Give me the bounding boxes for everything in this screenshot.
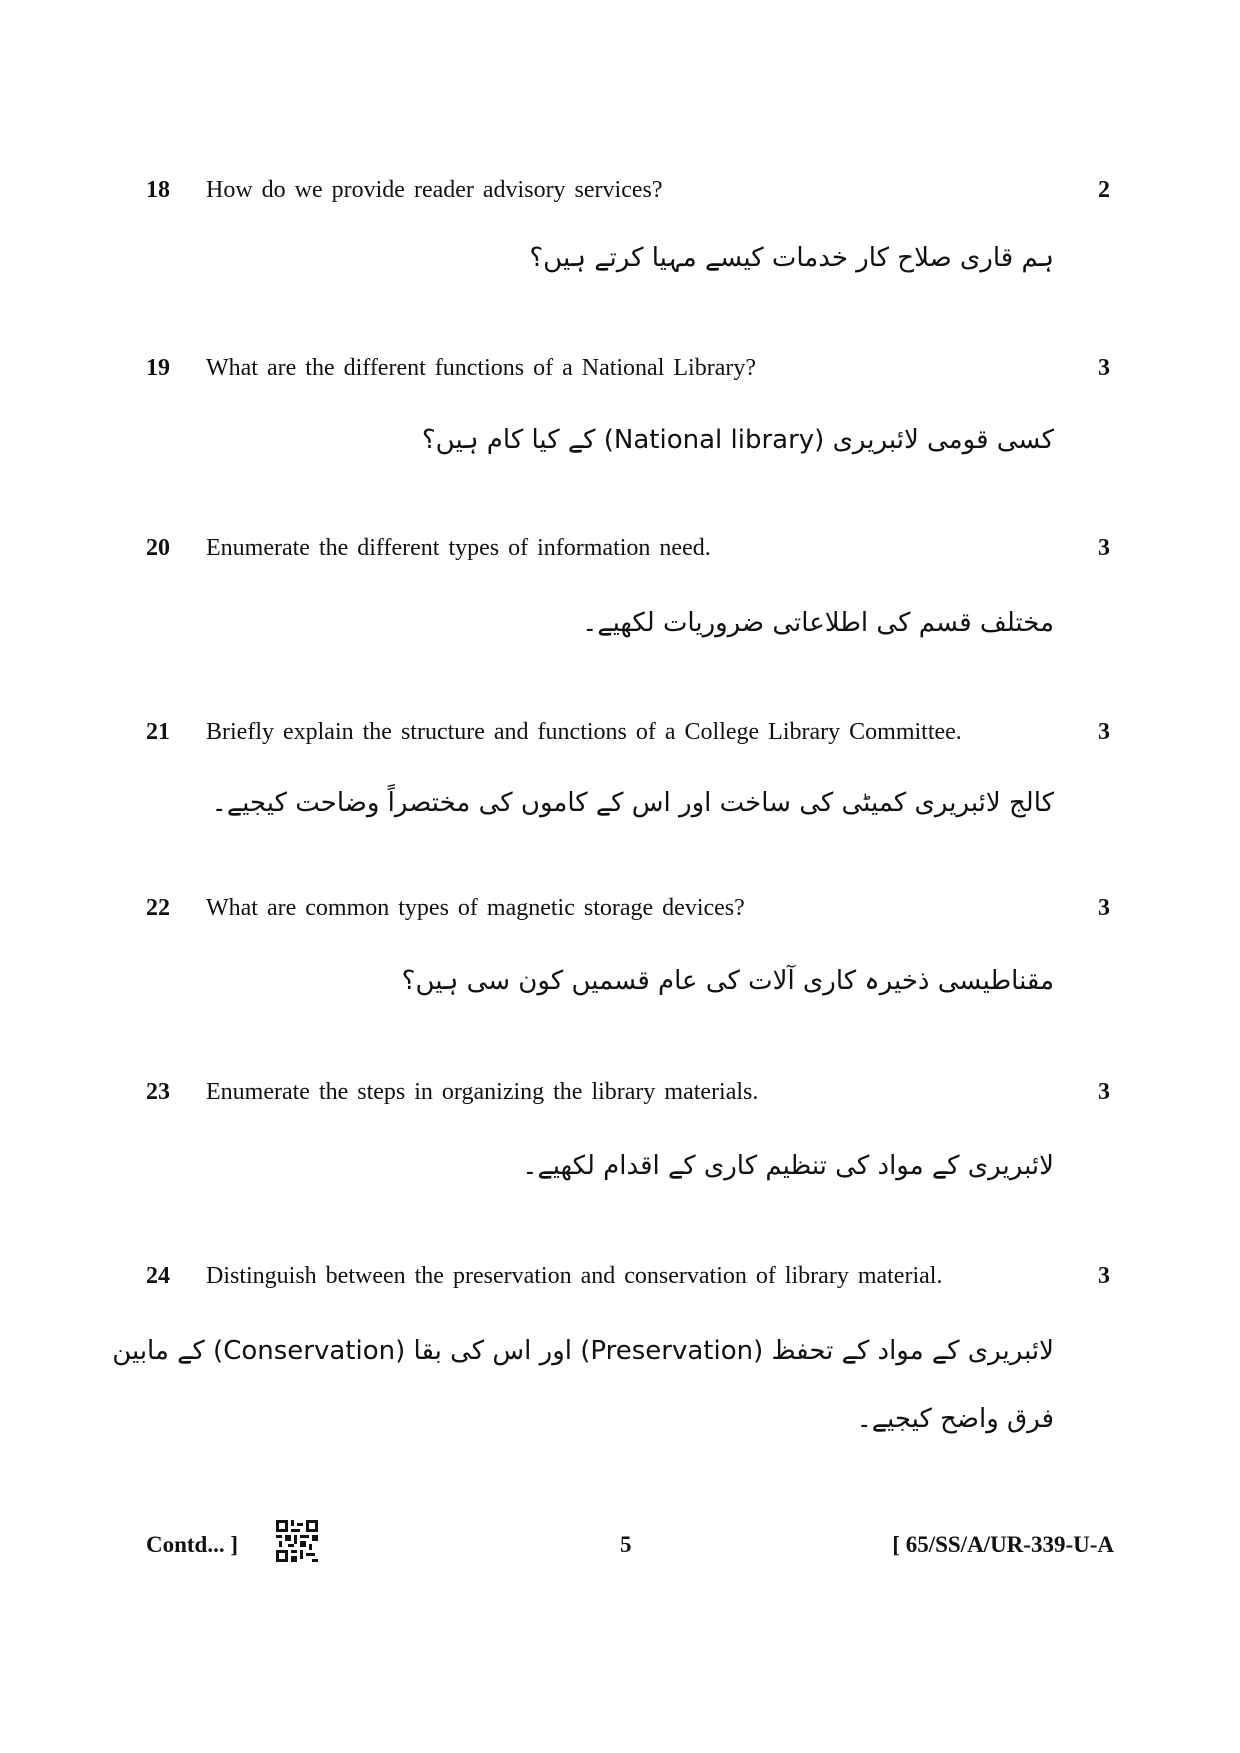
contd-label: Contd... ] — [146, 1532, 239, 1557]
question-marks: 3 — [1098, 1263, 1110, 1289]
question-22-urdu — [402, 963, 1054, 999]
question-marks: 2 — [1098, 177, 1110, 203]
qr-code-icon — [276, 1520, 318, 1562]
question-number: 18 — [146, 177, 170, 203]
question-number: 22 — [146, 895, 170, 921]
urdu-text-line: کسی قومی لائبریری (National library) کے کیا کام ہیں؟ — [421, 425, 1054, 455]
question-24-urdu — [112, 1317, 1054, 1453]
urdu-text-line: فرق واضح کیجیے۔ — [856, 1404, 1054, 1434]
page-number: 5 — [620, 1532, 632, 1557]
question-text-english: How do we provide reader advisory services? — [206, 177, 663, 203]
urdu-text-line: لائبریری کے مواد کی تنظیم کاری کے اقدام لکھیے۔ — [522, 1151, 1054, 1181]
question-text-english: What are the different functions of a National Library? — [206, 355, 756, 381]
question-text-english: Briefly explain the structure and functions of a College Library Committee. — [206, 719, 962, 745]
question-marks: 3 — [1098, 719, 1110, 745]
question-text-english: Enumerate the steps in organizing the library materials. — [206, 1079, 759, 1105]
question-marks: 3 — [1098, 355, 1110, 381]
paper-code: [ 65/SS/A/UR-339-U-A — [892, 1532, 1114, 1557]
question-marks: 3 — [1098, 535, 1110, 561]
question-marks: 3 — [1098, 1079, 1110, 1105]
question-18-urdu — [529, 240, 1054, 276]
question-number: 23 — [146, 1079, 170, 1105]
question-text-english: Distinguish between the preservation and conservation of library material. — [206, 1263, 943, 1289]
urdu-text-line: مقناطیسی ذخیرہ کاری آلات کی عام قسمیں کون سی ہیں؟ — [401, 966, 1054, 996]
question-20-urdu — [582, 605, 1054, 641]
question-marks: 3 — [1098, 895, 1110, 921]
question-23-urdu — [522, 1148, 1054, 1184]
question-number: 19 — [146, 355, 170, 381]
question-number: 24 — [146, 1263, 170, 1289]
urdu-text-line: کالج لائبریری کمیٹی کی ساخت اور اس کے کاموں کی مختصراً وضاحت کیجیے۔ — [211, 788, 1054, 818]
question-21-urdu — [212, 785, 1054, 821]
urdu-text-line: لائبریری کے مواد کے تحفظ (Preservation) اور اس کی بقا (Conservation) کے مابین — [112, 1336, 1054, 1366]
urdu-text-line: مختلف قسم کی اطلاعاتی ضروریات لکھیے۔ — [582, 608, 1054, 638]
question-text-english: Enumerate the different types of information need. — [206, 535, 711, 561]
urdu-text-line: ہم قاری صلاح کار خدمات کیسے مہیا کرتے ہیں؟ — [529, 243, 1054, 273]
question-number: 20 — [146, 535, 170, 561]
question-number: 21 — [146, 719, 170, 745]
question-text-english: What are common types of magnetic storage devices? — [206, 895, 745, 921]
question-19-urdu — [422, 422, 1054, 458]
